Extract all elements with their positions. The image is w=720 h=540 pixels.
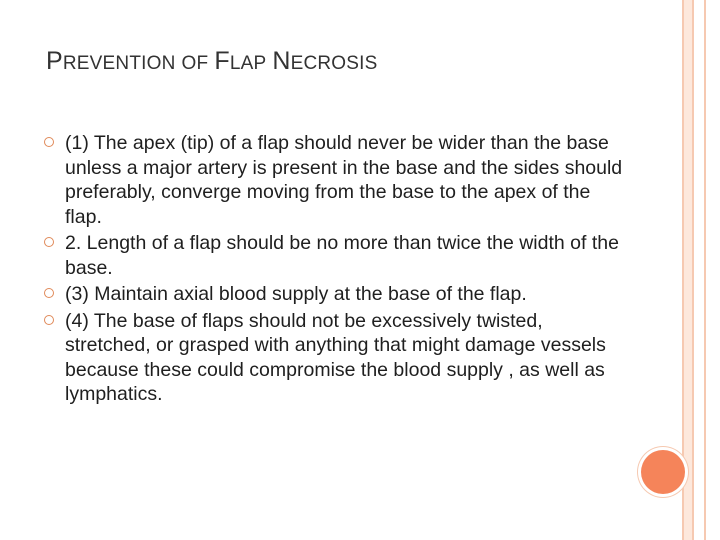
title-word: REVENTION (62, 53, 176, 74)
ring-bullet-icon (44, 237, 54, 247)
list-item (44, 231, 624, 280)
list-item (44, 131, 624, 229)
title-initial: F (214, 47, 230, 75)
margin-line (682, 0, 684, 540)
list-item (44, 282, 624, 307)
bullet-text: (3) Maintain axial blood supply at the base of the flap. (65, 283, 527, 305)
decorative-circle (641, 450, 685, 494)
bullet-text: 2. Length of a flap should be no more than twice the width of the base. (65, 232, 619, 279)
title-word: ECROSIS (290, 53, 378, 74)
margin-line (704, 0, 706, 540)
margin-band (684, 0, 692, 540)
title-initial: P (46, 47, 63, 75)
title-word: LAP (229, 53, 267, 74)
bullet-list (44, 131, 624, 409)
bullet-text: (1) The apex (tip) of a flap should never be wider than the base unless a major artery is present in the base and the sides should preferably, converge moving from the base to the apex of the flap. (65, 132, 623, 228)
ring-bullet-icon (44, 137, 54, 147)
slide-title (46, 40, 378, 77)
ring-bullet-icon (44, 315, 54, 325)
title-word: OF (181, 53, 209, 74)
bullet-text: (4) The base of flaps should not be excessively twisted, stretched, or grasped with anything that might damage vessels because these could compromise the blood supply , as well as lymphatics. (65, 309, 606, 405)
margin-line (692, 0, 694, 540)
ring-bullet-icon (44, 288, 54, 298)
title-initial: N (272, 47, 291, 75)
list-item (44, 309, 624, 407)
